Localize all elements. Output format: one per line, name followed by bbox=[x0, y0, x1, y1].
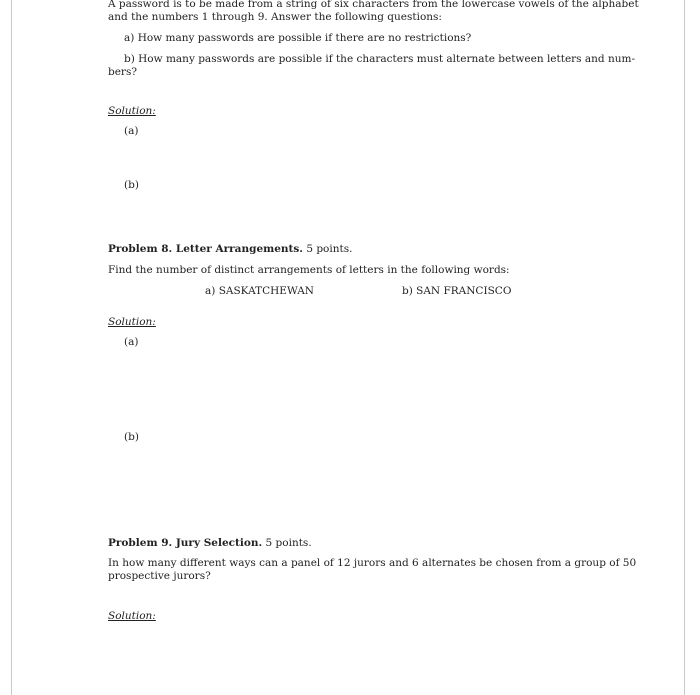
problem-9-heading bbox=[108, 537, 312, 550]
solution-part-b: (b) bbox=[124, 431, 139, 443]
page-right-edge bbox=[684, 0, 685, 695]
problem-8-heading bbox=[108, 243, 352, 256]
question-b: b) How many passwords are possible if the characters must alternate between letters and num- bbox=[124, 53, 636, 65]
solution-part-a: (a) bbox=[124, 336, 139, 348]
intro-line-1: A password is to be made from a string of six characters from the lowercase vowels of the alphabet bbox=[108, 0, 639, 10]
solution-label: Solution: bbox=[108, 105, 156, 117]
word-b: b) SAN FRANCISCO bbox=[402, 285, 512, 297]
problem-9-title: Problem 9. Jury Selection. bbox=[108, 537, 263, 549]
problem-8-prompt: Find the number of distinct arrangements of letters in the following words: bbox=[108, 264, 510, 276]
problem-8-points: 5 points. bbox=[306, 243, 353, 255]
question-a: a) How many passwords are possible if there are no restrictions? bbox=[124, 32, 472, 44]
problem-9-prompt-continued: prospective jurors? bbox=[108, 570, 211, 582]
problem-9-prompt: In how many different ways can a panel of 12 jurors and 6 alternates be chosen from a group of 50 bbox=[108, 557, 637, 569]
solution-label: Solution: bbox=[108, 316, 156, 328]
intro-line-2: and the numbers 1 through 9. Answer the following questions: bbox=[108, 11, 442, 23]
solution-label: Solution: bbox=[108, 610, 156, 622]
solution-part-b: (b) bbox=[124, 179, 139, 191]
problem-8-title: Problem 8. Letter Arrangements. bbox=[108, 243, 303, 255]
solution-part-a: (a) bbox=[124, 125, 139, 137]
question-b-continued: bers? bbox=[108, 66, 137, 78]
page-left-edge bbox=[11, 0, 12, 695]
word-a: a) SASKATCHEWAN bbox=[205, 285, 314, 297]
problem-9-points: 5 points. bbox=[265, 537, 312, 549]
